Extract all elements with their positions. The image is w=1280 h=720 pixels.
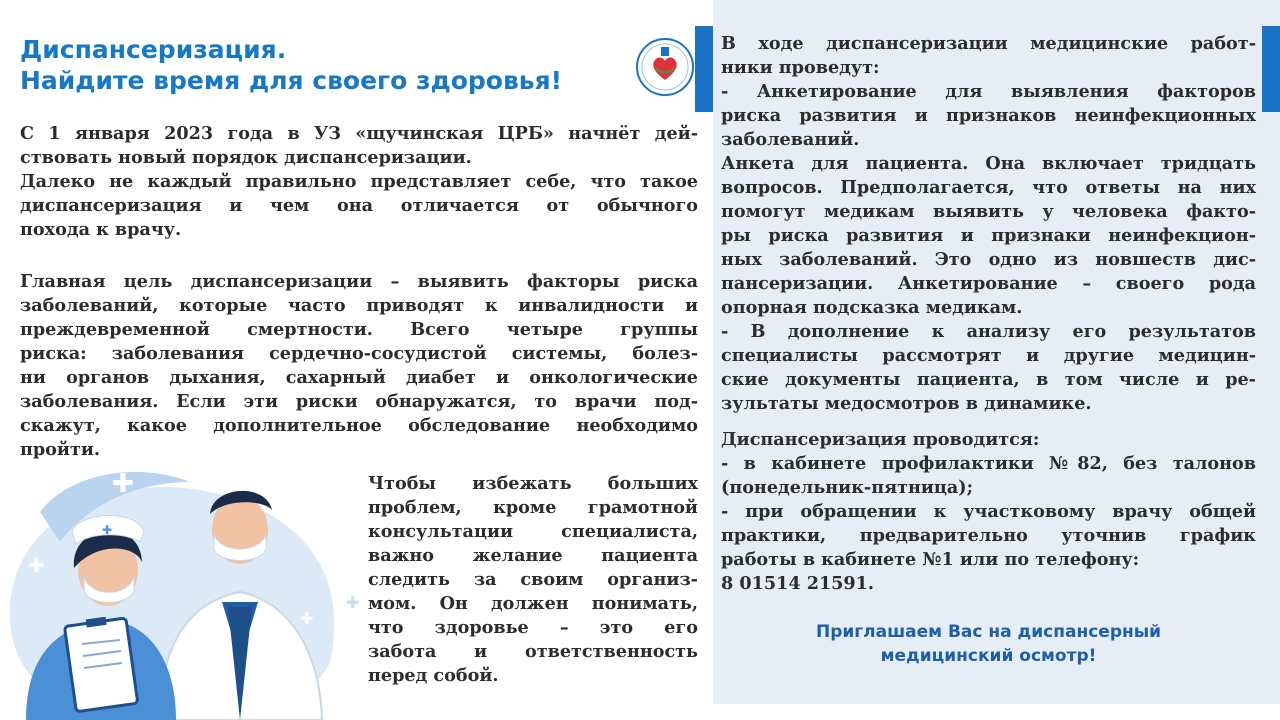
text-line: Главная цель диспансеризации – выявить факторы риска: [20, 271, 698, 292]
text-line: мом. Он должен понимать,: [368, 593, 698, 614]
accent-bar-right: [1262, 26, 1280, 112]
svg-text:✚: ✚: [28, 553, 45, 577]
text-line: зультаты медосмотров в динамике.: [721, 393, 1092, 414]
text-line: - Анкетирование для выявления факторов: [721, 81, 1256, 102]
text-line: ни органов дыхания, сахарный диабет и онкологические: [20, 367, 698, 388]
health-paragraph: [368, 472, 698, 688]
text-line: похода к врачу.: [20, 219, 182, 240]
text-line: работы в кабинете №1 или по телефону:: [721, 549, 1140, 570]
text-line: ские документы пациента, в том числе и ре-: [721, 369, 1256, 390]
where-paragraph: [721, 428, 1256, 596]
text-line: - В дополнение к анализу его результатов: [721, 321, 1256, 342]
text-line: практики, предварительно уточнив график: [721, 525, 1256, 546]
text-line: консультации специалиста,: [368, 521, 698, 542]
text-line: пансеризации. Анкетирование – своего рода: [721, 273, 1256, 294]
text-line: преждевременной смертности. Всего четыре группы: [20, 319, 698, 340]
text-line: специалисты рассмотрят и другие медицин-: [721, 345, 1256, 366]
text-line: ных заболеваний. Это одно из новшеств дис-: [721, 249, 1256, 270]
text-line: С 1 января 2023 года в УЗ «щучинская ЦРБ» начнёт дей-: [20, 123, 698, 144]
text-line: опорная подсказка медикам.: [721, 297, 1023, 318]
text-line: ствовать новый порядок диспансеризации.: [20, 147, 472, 168]
clinic-logo-icon: [636, 38, 694, 96]
text-line: (понедельник-пятница);: [721, 477, 974, 498]
text-line: скажут, какое дополнительное обследование необходимо: [20, 415, 698, 436]
text-line: заболеваний, которые часто приводят к инвалидности и: [20, 295, 698, 316]
text-line: медицинский осмотр!: [880, 646, 1097, 666]
text-line: ры риска развития и признаки неинфекцион-: [721, 225, 1256, 246]
text-line: вопросов. Предполагается, что ответы на них: [721, 177, 1256, 198]
text-line: - при обращении к участковому врачу общей: [721, 501, 1256, 522]
text-line: пройти.: [20, 439, 101, 460]
svg-text:✚: ✚: [102, 523, 113, 537]
text-line: В ходе диспансеризации медицинские работ-: [721, 33, 1256, 54]
svg-text:✚: ✚: [346, 593, 360, 612]
text-line: риска: заболевания сердечно-сосудистой системы, болез-: [20, 343, 698, 364]
title-line-1: Диспансеризация.: [20, 35, 287, 64]
text-line: Диспансеризация проводится:: [721, 429, 1040, 450]
text-line: помогут медикам выявить у человека факто-: [721, 201, 1256, 222]
text-line: риска развития и признаков неинфекционных: [721, 105, 1256, 126]
text-line: диспансеризация и чем она отличается от обычного: [20, 195, 698, 216]
phone-number: 8 01514 21591.: [721, 573, 875, 594]
accent-bar-left: [695, 26, 713, 112]
text-line: заболевания. Если эти риски обнаружатся, то врачи под-: [20, 391, 698, 412]
title-line-2: Найдите время для своего здоровья!: [20, 66, 563, 95]
text-line: Чтобы избежать больших: [368, 473, 698, 494]
doctor-illustration: [0, 452, 370, 720]
text-line: - в кабинете профилактики №82, без талонов: [721, 453, 1256, 474]
procedures-paragraph: [721, 32, 1256, 416]
text-line: важно желание пациента: [368, 545, 698, 566]
intro-paragraph: [20, 122, 698, 242]
text-line: ники проведут:: [721, 57, 880, 78]
text-line: проблем, кроме грамотной: [368, 497, 698, 518]
text-line: что здоровье – это его: [368, 617, 698, 638]
text-line: перед собой.: [368, 665, 499, 686]
text-line: следить за своим организ-: [368, 569, 698, 590]
text-line: заболеваний.: [721, 129, 860, 150]
text-line: Приглашаем Вас на диспансерный: [815, 622, 1162, 642]
page-title: [20, 34, 640, 96]
goal-paragraph: [20, 270, 698, 462]
svg-text:✚: ✚: [112, 469, 134, 499]
svg-text:✚: ✚: [300, 609, 314, 628]
invitation: [721, 620, 1256, 668]
text-line: Далеко не каждый правильно представляет себе, что такое: [20, 171, 698, 192]
text-line: забота и ответственность: [368, 641, 698, 662]
svg-text:✚: ✚: [312, 541, 329, 565]
text-line: Анкета для пациента. Она включает тридцать: [721, 153, 1256, 174]
